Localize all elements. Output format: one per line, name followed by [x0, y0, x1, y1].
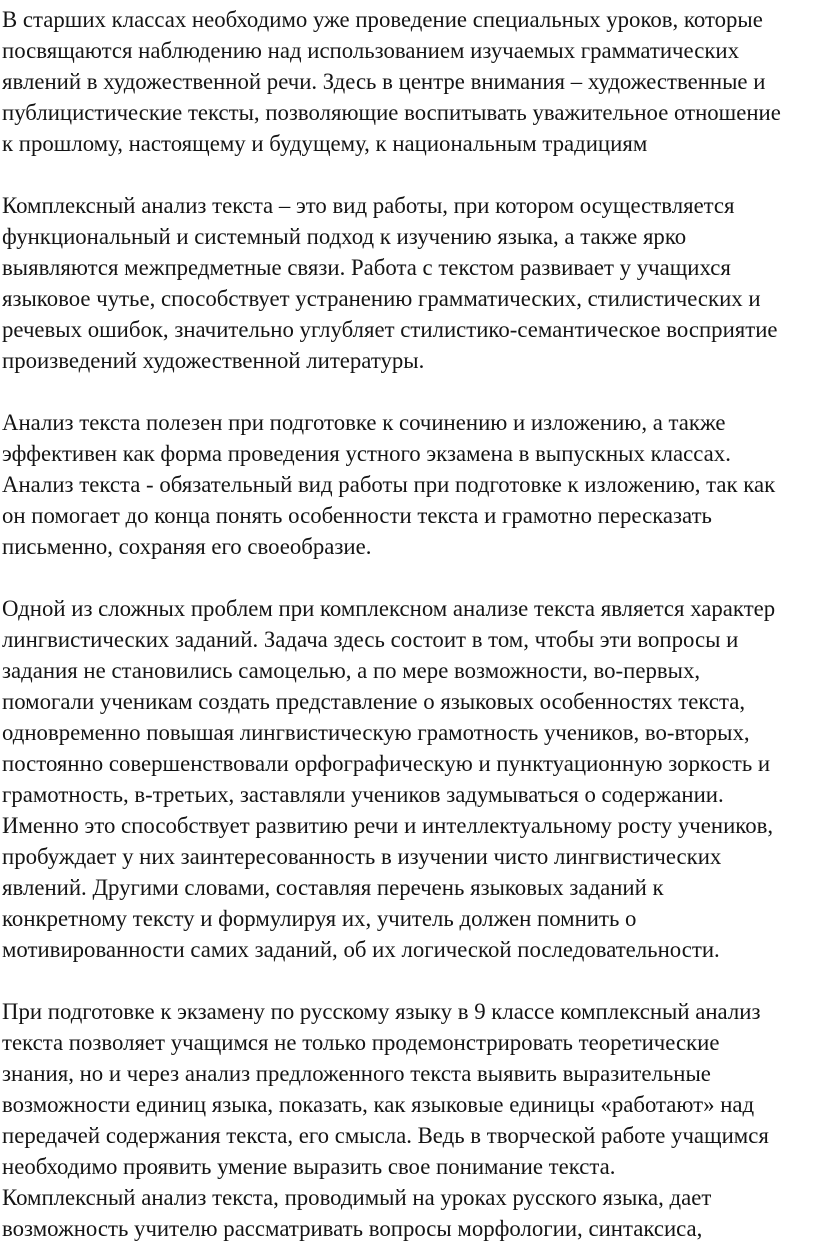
text-line: посвящаются наблюдению над использованием изучаемых грамматических: [2, 38, 739, 63]
text-line: Комплексный анализ текста – это вид работы, при котором осуществляется: [2, 193, 735, 218]
text-line: В старших классах необходимо уже проведение специальных уроков, которые: [2, 7, 763, 32]
text-line: грамотность, в-третьих, заставляли учеников задумываться о содержании.: [2, 782, 724, 807]
text-line: мотивированности самих заданий, об их логической последовательности.: [2, 937, 720, 962]
text-line: При подготовке к экзамену по русскому языку в 9 классе комплексный анализ: [2, 999, 761, 1024]
text-line: он помогает до конца понять особенности текста и грамотно пересказать: [2, 503, 712, 528]
text-line: постоянно совершенствовали орфографическую и пунктуационную зоркость и: [2, 751, 771, 776]
text-line: явлений. Другими словами, составляя перечень языковых заданий к: [2, 875, 664, 900]
text-line: одновременно повышая лингвистическую грамотность учеников, во-вторых,: [2, 720, 750, 745]
text-line: произведений художественной литературы.: [2, 348, 425, 373]
text-line: публицистические тексты, позволяющие воспитывать уважительное отношение: [2, 100, 781, 125]
text-line: Анализ текста - обязательный вид работы при подготовке к изложению, так как: [2, 472, 776, 497]
text-line: лингвистических заданий. Задача здесь состоит в том, чтобы эти вопросы и: [2, 627, 739, 652]
text-line: знания, но и через анализ предложенного текста выявить выразительные: [2, 1061, 711, 1086]
text-line: текста позволяет учащимся не только продемонстрировать теоретические: [2, 1030, 720, 1055]
text-line: необходимо проявить умение выразить свое понимание текста.: [2, 1154, 616, 1179]
text-line: Одной из сложных проблем при комплексном анализе текста является характер: [2, 596, 776, 621]
text-line: выявляются межпредметные связи. Работа с текстом развивает у учащихся: [2, 255, 731, 280]
text-line: возможности единиц языка, показать, как языковые единицы «работают» над: [2, 1092, 755, 1117]
text-line: задания не становились самоцелью, а по мере возможности, во-первых,: [2, 658, 701, 683]
text-line: языковое чутье, способствует устранению грамматических, стилистических и: [2, 286, 761, 311]
text-line: письменно, сохраняя его своеобразие.: [2, 534, 372, 559]
text-line: Именно это способствует развитию речи и интеллектуальному росту учеников,: [2, 813, 774, 838]
text-line: речевых ошибок, значительно углубляет стилистико-семантическое восприятие: [2, 317, 778, 342]
text-line: передачей содержания текста, его смысла. Ведь в творческой работе учащимся: [2, 1123, 769, 1148]
text-line: возможность учителю рассматривать вопросы морфологии, синтаксиса,: [2, 1216, 703, 1241]
text-line: помогали ученикам создать представление о языковых особенностях текста,: [2, 689, 746, 714]
text-line: явлений в художественной речи. Здесь в центре внимания – художественные и: [2, 69, 766, 94]
text-line: конкретному тексту и формулируя их, учитель должен помнить о: [2, 906, 637, 931]
text-line: пробуждает у них заинтересованность в изучении чисто лингвистических: [2, 844, 722, 869]
text-line: к прошлому, настоящему и будущему, к национальным традициям: [2, 131, 648, 156]
text-line: Комплексный анализ текста, проводимый на уроках русского языка, дает: [2, 1185, 712, 1210]
text-line: функциональный и системный подход к изучению языка, а также ярко: [2, 224, 687, 249]
text-line: эффективен как форма проведения устного экзамена в выпускных классах.: [2, 441, 731, 466]
text-line: Анализ текста полезен при подготовке к сочинению и изложению, а также: [2, 410, 726, 435]
